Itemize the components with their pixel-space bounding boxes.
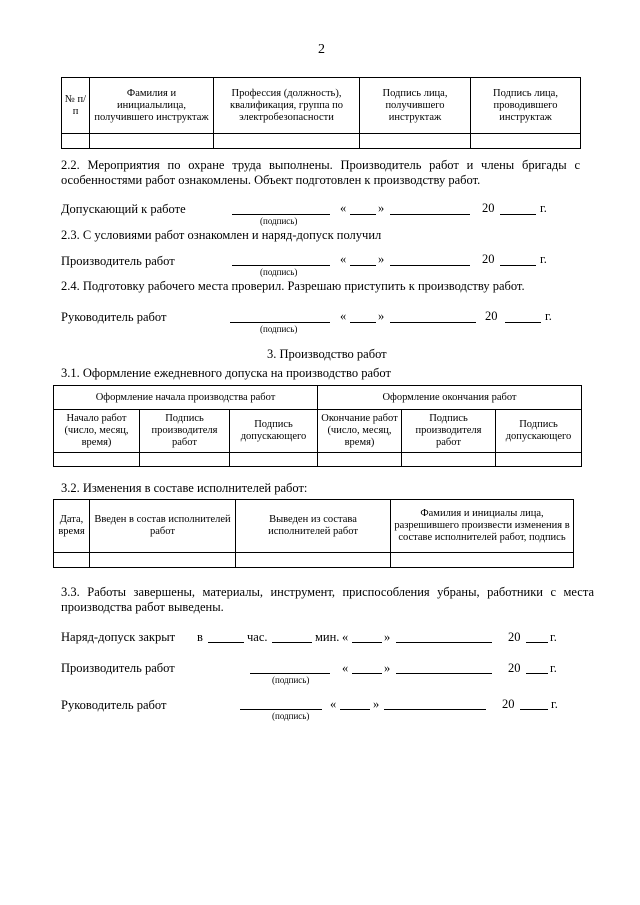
header-cell: Выведен из состава исполнителей работ bbox=[236, 500, 391, 553]
changes-table bbox=[53, 499, 574, 568]
quote-close: » bbox=[378, 252, 385, 266]
minutes-line[interactable] bbox=[272, 642, 312, 643]
header-cell: Подпись допускающего bbox=[230, 410, 318, 453]
quote-close: » bbox=[384, 661, 391, 675]
year-line[interactable] bbox=[526, 673, 548, 674]
empty-cell[interactable] bbox=[471, 134, 581, 149]
paragraph-2-2: 2.2. Мероприятия по охране труда выполнены. Производитель работ и члены бригады с особенностями работ ознакомлены. Объект подготовлен к производству работ. bbox=[61, 158, 580, 187]
paragraph-3-3: 3.3. Работы завершены, материалы, инструмент, приспособления убраны, работники с места производства работ выведены. bbox=[61, 585, 594, 614]
header-cell: Подпись производителя работ bbox=[402, 410, 496, 453]
year-prefix: 20 bbox=[482, 201, 495, 215]
day-line[interactable] bbox=[350, 214, 376, 215]
signature-line[interactable] bbox=[232, 265, 330, 266]
empty-cell[interactable] bbox=[90, 134, 214, 149]
year-suffix: г. bbox=[540, 201, 547, 215]
day-line[interactable] bbox=[352, 673, 382, 674]
month-line[interactable] bbox=[390, 265, 470, 266]
signature-caption: (подпись) bbox=[260, 216, 298, 226]
quote-open: « bbox=[342, 630, 349, 644]
admitter-label: Допускающий к работе bbox=[61, 202, 186, 216]
daily-admission-table bbox=[53, 385, 582, 467]
empty-cell[interactable] bbox=[236, 553, 391, 568]
year-prefix: 20 bbox=[508, 630, 521, 644]
header-cell: Профессия (должность), квалификация, группа по электробезопасности bbox=[214, 78, 360, 134]
quote-open: « bbox=[330, 697, 337, 711]
empty-cell[interactable] bbox=[54, 553, 90, 568]
empty-cell[interactable] bbox=[360, 134, 471, 149]
month-line[interactable] bbox=[396, 673, 492, 674]
producer-label: Производитель работ bbox=[61, 254, 175, 268]
empty-cell[interactable] bbox=[62, 134, 90, 149]
year-line[interactable] bbox=[520, 709, 548, 710]
year-prefix: 20 bbox=[508, 661, 521, 675]
header-cell: Подпись допускающего bbox=[496, 410, 582, 453]
month-line[interactable] bbox=[390, 322, 476, 323]
group-header-end: Оформление окончания работ bbox=[318, 386, 582, 410]
year-line[interactable] bbox=[526, 642, 548, 643]
header-cell: № п/п bbox=[62, 78, 90, 134]
empty-cell[interactable] bbox=[318, 453, 402, 467]
day-line[interactable] bbox=[352, 642, 382, 643]
year-suffix: г. bbox=[550, 661, 557, 675]
header-cell: Подпись лица, проводившего инструктаж bbox=[471, 78, 581, 134]
header-cell: Фамилия и инициалылица, получившего инструктаж bbox=[90, 78, 214, 134]
signature-caption: (подпись) bbox=[272, 675, 310, 685]
section-3-heading: 3. Производство работ bbox=[267, 347, 387, 361]
month-line[interactable] bbox=[396, 642, 492, 643]
header-cell: Подпись производителя работ bbox=[140, 410, 230, 453]
hours-label: час. bbox=[247, 630, 268, 644]
quote-open: « bbox=[340, 201, 347, 215]
manager-label: Руководитель работ bbox=[61, 310, 167, 324]
quote-close: » bbox=[373, 697, 380, 711]
empty-cell[interactable] bbox=[54, 453, 140, 467]
closed-label: Наряд-допуск закрыт bbox=[61, 630, 176, 644]
empty-cell[interactable] bbox=[496, 453, 582, 467]
year-prefix: 20 bbox=[482, 252, 495, 266]
signature-line[interactable] bbox=[232, 214, 330, 215]
day-line[interactable] bbox=[340, 709, 370, 710]
paragraph-3-1: 3.1. Оформление ежедневного допуска на производство работ bbox=[61, 366, 391, 380]
header-cell: Подпись лица, получившего инструктаж bbox=[360, 78, 471, 134]
empty-cell[interactable] bbox=[140, 453, 230, 467]
page-number: 2 bbox=[318, 42, 325, 57]
empty-cell[interactable] bbox=[90, 553, 236, 568]
closed-v: в bbox=[197, 630, 203, 644]
year-suffix: г. bbox=[545, 309, 552, 323]
signature-caption: (подпись) bbox=[260, 324, 298, 334]
header-cell: Введен в состав исполнителей работ bbox=[90, 500, 236, 553]
empty-cell[interactable] bbox=[230, 453, 318, 467]
quote-open: « bbox=[340, 252, 347, 266]
minutes-label: мин. bbox=[315, 630, 340, 644]
instruction-table bbox=[61, 77, 581, 149]
header-cell: Начало работ (число, месяц, время) bbox=[54, 410, 140, 453]
day-line[interactable] bbox=[350, 322, 376, 323]
empty-cell[interactable] bbox=[402, 453, 496, 467]
hours-line[interactable] bbox=[208, 642, 244, 643]
empty-cell[interactable] bbox=[214, 134, 360, 149]
year-line[interactable] bbox=[500, 265, 536, 266]
header-cell: Дата, время bbox=[54, 500, 90, 553]
quote-close: » bbox=[384, 630, 391, 644]
year-suffix: г. bbox=[540, 252, 547, 266]
year-prefix: 20 bbox=[502, 697, 515, 711]
day-line[interactable] bbox=[350, 265, 376, 266]
signature-line[interactable] bbox=[240, 709, 322, 710]
group-header-start: Оформление начала производства работ bbox=[54, 386, 318, 410]
empty-cell[interactable] bbox=[391, 553, 574, 568]
signature-caption: (подпись) bbox=[272, 711, 310, 721]
year-suffix: г. bbox=[550, 630, 557, 644]
year-line[interactable] bbox=[505, 322, 541, 323]
quote-close: » bbox=[378, 309, 385, 323]
quote-open: « bbox=[342, 661, 349, 675]
paragraph-2-3: 2.3. С условиями работ ознакомлен и наряд-допуск получил bbox=[61, 228, 382, 242]
signature-line[interactable] bbox=[230, 322, 330, 323]
signature-caption: (подпись) bbox=[260, 267, 298, 277]
paragraph-2-4: 2.4. Подготовку рабочего места проверил. Разрешаю приступить к производству работ. bbox=[61, 279, 525, 293]
quote-open: « bbox=[340, 309, 347, 323]
year-line[interactable] bbox=[500, 214, 536, 215]
month-line[interactable] bbox=[390, 214, 470, 215]
month-line[interactable] bbox=[384, 709, 486, 710]
year-prefix: 20 bbox=[485, 309, 498, 323]
year-suffix: г. bbox=[551, 697, 558, 711]
quote-close: » bbox=[378, 201, 385, 215]
signature-line[interactable] bbox=[250, 673, 330, 674]
producer-label: Производитель работ bbox=[61, 661, 175, 675]
header-cell: Фамилия и инициалы лица, разрешившего произвести изменения в составе исполнителей работ, подпись bbox=[391, 500, 574, 553]
paragraph-3-2: 3.2. Изменения в составе исполнителей работ: bbox=[61, 481, 308, 495]
header-cell: Окончание работ (число, месяц, время) bbox=[318, 410, 402, 453]
manager-label: Руководитель работ bbox=[61, 698, 167, 712]
